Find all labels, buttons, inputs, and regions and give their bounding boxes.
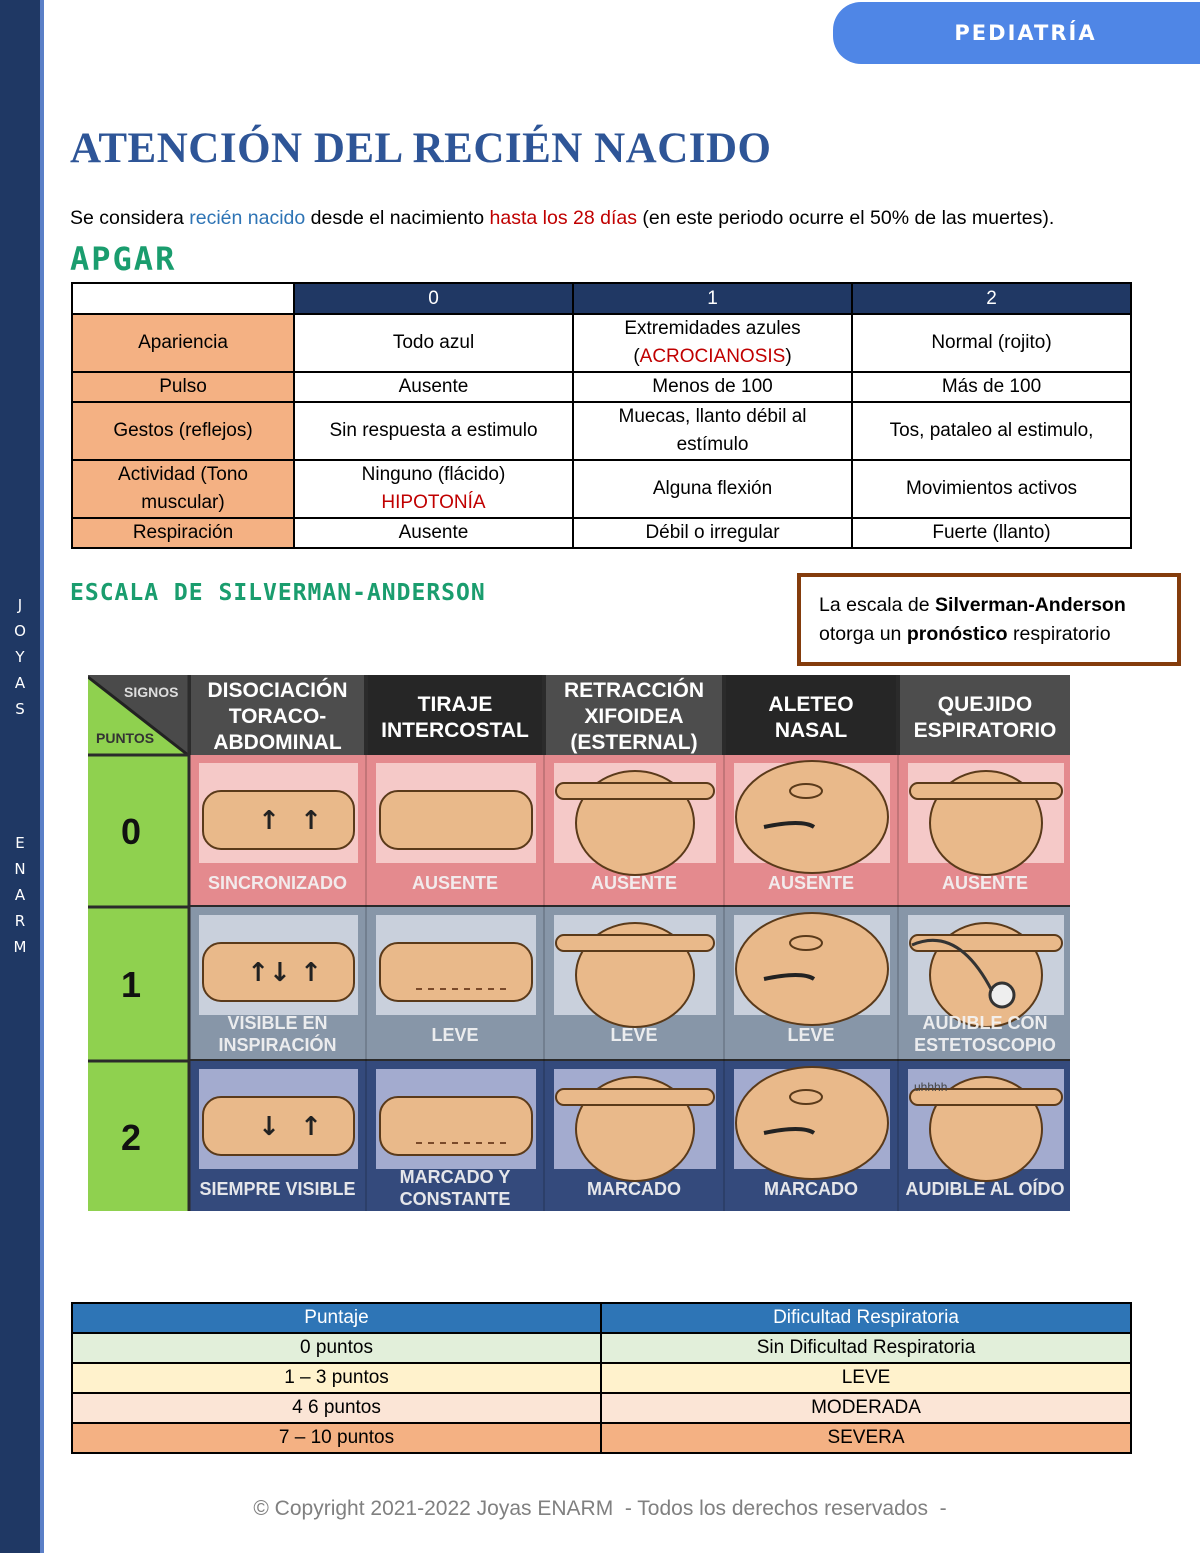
score-cell: 7 – 10 puntos [72,1423,601,1453]
copyright-footer: © Copyright 2021-2022 Joyas ENARM - Todos los derechos reservados - [253,1497,947,1520]
intro-paragraph [70,207,1054,230]
arrow-icon: ↑ [300,806,322,836]
apgar-header-row [72,283,1131,314]
apgar-header-blank [72,283,294,314]
intro-highlight-28-days: hasta los 28 días [489,207,637,229]
sign-header-label: DISOCIACIÓN [207,679,348,702]
note-line [819,620,1177,649]
apgar-header-1: 1 [573,283,852,314]
baby-torso-icon [380,943,532,1001]
sign-score-label: MARCADO [764,1179,858,1199]
apgar-cell [573,314,852,372]
score-header-puntaje: Puntaje [72,1303,601,1333]
points-value: 2 [120,1117,142,1158]
sidebar-letter: J [17,596,23,614]
sign-header-label: INTERCOSTAL [381,719,529,742]
sign-header-label: (ESTERNAL) [570,731,698,754]
sidebar-letter: A [14,674,26,692]
sign-header-label: QUEJIDO [937,693,1033,716]
apgar-row-actividad [72,460,1131,518]
apgar-cell: Más de 100 [852,372,1131,402]
baby-face-icon [736,913,888,1025]
left-sidebar-bar [0,0,44,1553]
apgar-cell-line: Extremidades azules [624,318,801,339]
sign-score-label: INSPIRACIÓN [218,1035,337,1055]
baby-arms-icon [556,783,714,799]
score-header-row [72,1303,1131,1333]
sidebar-letter: E [15,834,25,852]
sidebar-letter: M [13,938,27,956]
corner-puntos-label: PUNTOS [96,730,155,746]
score-table [71,1302,1132,1454]
baby-arms-icon [556,935,714,951]
sign-header-label: ESPIRATORIO [913,719,1057,742]
score-row [72,1333,1131,1363]
arrow-icon: ↑↓ [247,958,291,988]
sign-header-label: ALETEO [768,693,854,716]
score-row [72,1423,1131,1453]
score-cell: 4 6 puntos [72,1393,601,1423]
intro-highlight-newborn: recién nacido [189,207,306,229]
baby-torso-icon [380,791,532,849]
sign-header-label: TIRAJE [417,693,493,716]
apgar-cell: Fuerte (llanto) [852,518,1131,548]
sidebar-letter: A [14,886,26,904]
score-row [72,1393,1131,1423]
acrocianosis-term: ACROCIANOSIS [639,346,786,367]
sign-score-label: MARCADO Y [399,1167,511,1187]
sign-score-label: AUSENTE [767,873,855,893]
score-row [72,1363,1131,1393]
apgar-header-2: 2 [852,283,1131,314]
score-cell: 1 – 3 puntos [72,1363,601,1393]
sign-score-label: LEVE [431,1025,479,1045]
silverman-heading: ESCALA DE SILVERMAN-ANDERSON [70,580,486,606]
sign-score-label: SINCRONIZADO [208,873,347,893]
score-cell: 0 puntos [72,1333,601,1363]
apgar-header-0: 0 [294,283,573,314]
sidebar-letter: R [14,912,26,930]
intro-text: (en este periodo ocurre el 50% de las muertes). [636,207,1055,229]
sidebar-letter: Y [15,648,25,666]
apgar-cell: Normal (rojito) [852,314,1131,372]
arrow-icon: ↓ [258,1112,280,1142]
apgar-cell: Tos, pataleo al estimulo, [852,402,1131,460]
sidebar-letter: N [14,860,26,878]
apgar-row-label: Pulso [72,372,294,402]
score-cell: Sin Dificultad Respiratoria [601,1333,1131,1363]
apgar-cell: Menos de 100 [573,372,852,402]
paren: ( [633,346,640,367]
silverman-anderson-figure [88,675,1070,1211]
sign-header-label: NASAL [774,719,848,742]
intro-text: desde el nacimiento [305,207,490,229]
apgar-row-respiracion [72,518,1131,548]
apgar-cell [294,460,573,518]
apgar-cell: Ausente [294,518,573,548]
baby-torso-icon [380,1097,532,1155]
sidebar-word-enarm [10,830,30,960]
apgar-cell: Muecas, llanto débil al estímulo [573,402,852,460]
apgar-row-apariencia [72,314,1131,372]
sign-score-label: ESTETOSCOPIO [914,1035,1056,1055]
sign-header-label: XIFOIDEA [584,705,684,728]
apgar-cell-line [574,343,851,371]
note-text: otorga un [819,623,907,645]
grunt-sound-text: uhhhh [914,1080,948,1094]
sign-score-label: LEVE [787,1025,835,1045]
score-header-dificultad: Dificultad Respiratoria [601,1303,1131,1333]
sign-score-label: AUSENTE [941,873,1029,893]
sign-score-label: AUDIBLE AL OÍDO [905,1179,1065,1199]
sign-score-label: AUSENTE [590,873,678,893]
note-text: respiratorio [1007,623,1111,645]
score-cell: MODERADA [601,1393,1131,1423]
hipotonia-term: HIPOTONÍA [381,492,486,513]
note-line [819,591,1177,620]
sidebar-letter: S [15,700,25,718]
baby-arms-icon [910,783,1062,799]
baby-arms-icon [910,935,1062,951]
apgar-cell: Todo azul [294,314,573,372]
section-tag: PEDIATRÍA [833,2,1200,64]
arrow-icon: ↑ [300,1112,322,1142]
apgar-row-label: Actividad (Tono muscular) [72,460,294,518]
apgar-cell: Débil o irregular [573,518,852,548]
sign-header-label: RETRACCIÓN [564,679,704,702]
apgar-row-label: Apariencia [72,314,294,372]
sign-score-label: AUDIBLE CON [922,1013,1048,1033]
baby-arms-icon [556,1089,714,1105]
apgar-row-gestos [72,402,1131,460]
apgar-cell: Ausente [294,372,573,402]
page-title: ATENCIÓN DEL RECIÉN NACIDO [70,125,772,172]
sign-header-label: TORACO- [228,705,327,728]
sign-score-label: CONSTANTE [399,1189,511,1209]
sign-score-label: VISIBLE EN [227,1013,328,1033]
sign-score-label: MARCADO [587,1179,681,1199]
apgar-cell: Alguna flexión [573,460,852,518]
score-cell: SEVERA [601,1423,1131,1453]
intro-text: Se considera [70,207,190,229]
apgar-cell-line: Ninguno (flácido) [361,464,506,485]
sidebar-edge [40,0,44,1553]
sign-header-label: ABDOMINAL [213,731,342,754]
paren: ) [785,346,792,367]
silverman-svg [88,675,1070,1211]
corner-signos-label: SIGNOS [124,684,179,700]
apgar-row-label: Respiración [72,518,294,548]
apgar-row-pulso [72,372,1131,402]
apgar-cell: Movimientos activos [852,460,1131,518]
arrow-icon: ↑ [258,806,280,836]
points-value: 0 [120,811,142,852]
silverman-note-box [797,573,1181,666]
baby-face-icon [736,761,888,873]
apgar-table [71,282,1132,549]
apgar-row-label: Gestos (reflejos) [72,402,294,460]
sidebar-word-joyas [10,592,30,722]
sign-score-label: SIEMPRE VISIBLE [199,1179,356,1199]
arrow-icon: ↑ [300,958,322,988]
score-cell: LEVE [601,1363,1131,1393]
note-text: La escala de [819,594,936,616]
apgar-heading: APGAR [70,240,177,278]
note-bold: pronóstico [906,623,1008,645]
note-bold: Silverman-Anderson [935,594,1126,616]
sign-score-label: LEVE [610,1025,658,1045]
apgar-cell: Sin respuesta a estimulo [294,402,573,460]
sign-score-label: AUSENTE [411,873,499,893]
sidebar-letter: O [14,622,26,640]
baby-face-icon [736,1067,888,1179]
points-value: 1 [120,964,142,1005]
stethoscope-icon [990,983,1014,1007]
